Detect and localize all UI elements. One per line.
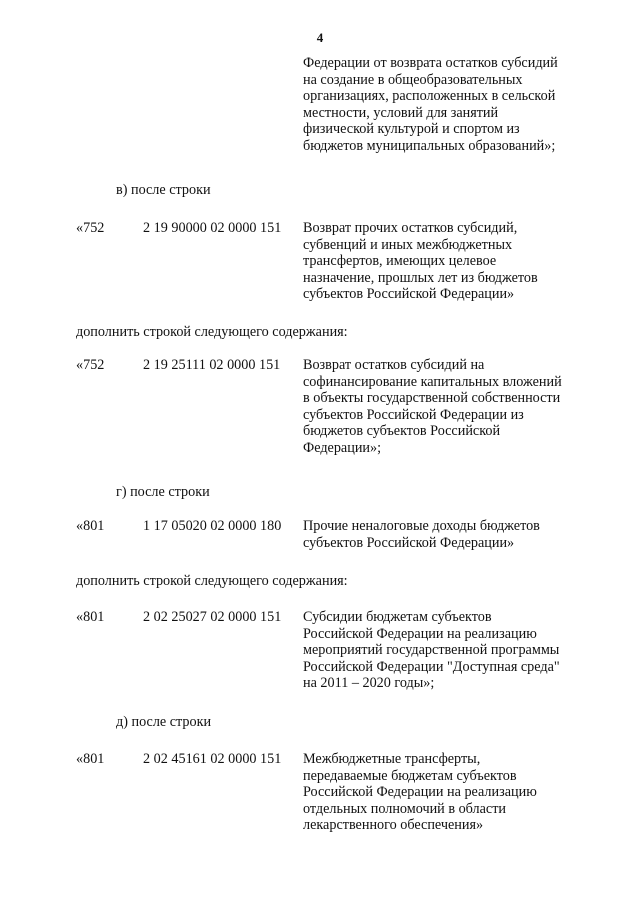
continuation-text: Федерации от возврата остатков субсидий на создание в общеобразовательных организациях, расположенных в сельской местности, условий для занятий физической культурой и спортом из бюджетов муниципальных образований»; xyxy=(303,55,558,154)
page-number: 4 xyxy=(316,30,324,45)
budget-classification-code: 1 17 05020 02 0000 180 xyxy=(143,518,282,534)
admin-code: «801 xyxy=(76,751,105,767)
add-line-instruction: дополнить строкой следующего содержания: xyxy=(76,324,348,340)
admin-code: «801 xyxy=(76,518,105,534)
row-description: Возврат прочих остатков субсидий, субвенций и иных межбюджетных трансфертов, имеющих целевое назначение, прошлых лет из бюджетов субъектов Российской Федерации» xyxy=(303,220,538,303)
item-g-heading: г) после строки xyxy=(116,484,210,500)
budget-classification-code: 2 19 90000 02 0000 151 xyxy=(143,220,282,236)
item-v-heading: в) после строки xyxy=(116,182,211,198)
budget-classification-code: 2 19 25111 02 0000 151 xyxy=(143,357,281,373)
row-description: Возврат остатков субсидий на софинансирование капитальных вложений в объекты государственной собственности субъектов Российской Федерации из бюджетов субъектов Российской Федерации»; xyxy=(303,357,562,456)
budget-classification-code: 2 02 45161 02 0000 151 xyxy=(143,751,282,767)
add-line-instruction: дополнить строкой следующего содержания: xyxy=(76,573,348,589)
row-description: Прочие неналоговые доходы бюджетов субъектов Российской Федерации» xyxy=(303,518,540,551)
item-d-heading: д) после строки xyxy=(116,714,212,730)
admin-code: «801 xyxy=(76,609,105,625)
row-description: Субсидии бюджетам субъектов Российской Федерации на реализацию мероприятий государственной программы Российской Федерации "Доступная среда" на 2011 – 2020 годы»; xyxy=(303,609,560,692)
budget-classification-code: 2 02 25027 02 0000 151 xyxy=(143,609,282,625)
admin-code: «752 xyxy=(76,220,105,236)
row-description: Межбюджетные трансферты, передаваемые бюджетам субъектов Российской Федерации на реализацию отдельных полномочий в области лекарственного обеспечения» xyxy=(303,751,537,834)
admin-code: «752 xyxy=(76,357,105,373)
